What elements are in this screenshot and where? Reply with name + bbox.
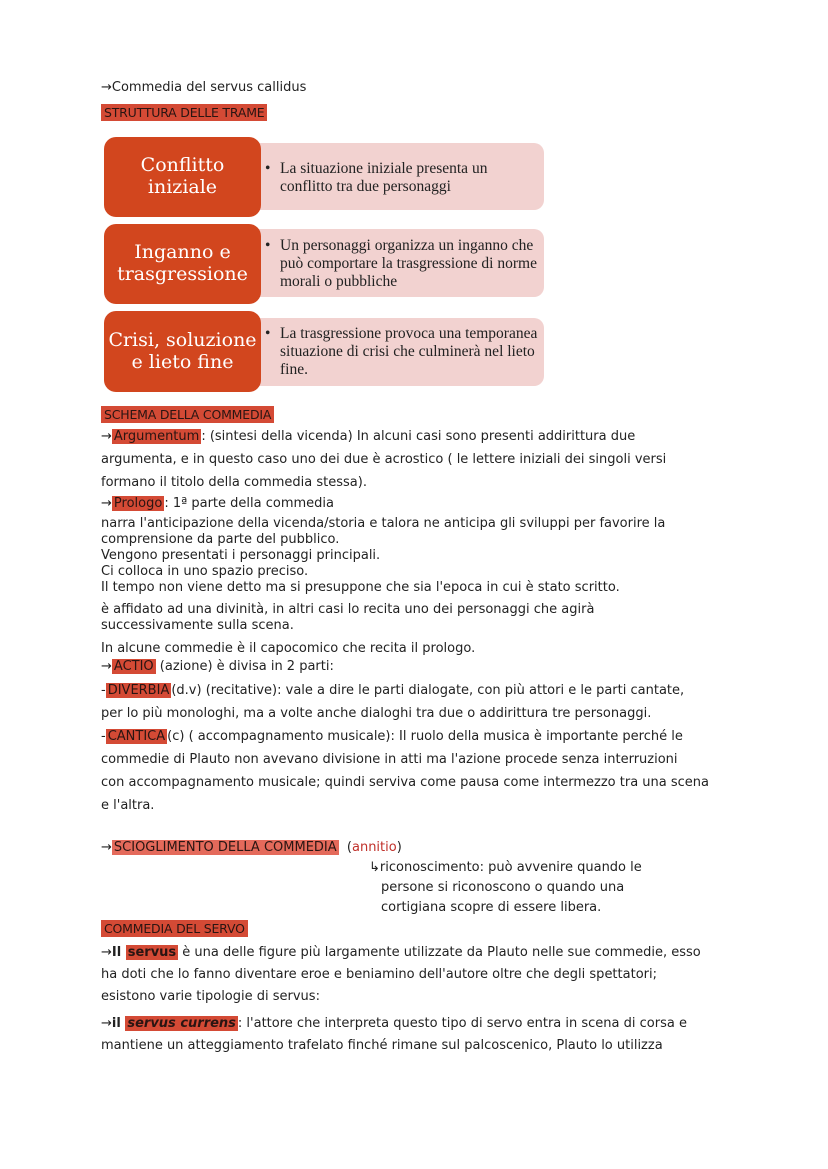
heading-servo: COMMEDIA DEL SERVO [101,920,248,937]
annitio-term: annitio [351,840,397,855]
scioglimento-sub-3: cortigiana scopre di essere libera. [381,900,602,915]
servus-line-1: →Il servus è una delle figure più largamente utilizzate da Plauto nelle sue commedie, esso [101,945,701,960]
heading-struttura: STRUTTURA DELLE TRAME [101,104,267,121]
cantica-line-3: con accompagnamento musicale; quindi serviva come pausa come intermezzo tra una scena [101,775,710,790]
diverbia-line-2: per lo più monologhi, ma a volte anche dialoghi tra due o addirittura tre personaggi. [101,706,652,721]
prologo-text-4: Ci colloca in uno spazio preciso. [101,564,309,579]
prologo-line-1: → Prologo : 1ª parte della commedia [101,496,334,511]
prologo-text-2: comprensione da parte del pubblico. [101,532,340,547]
smartart-row-3-title: Crisi, soluzione e lieto fine [104,311,261,392]
smartart-row-2-title: Inganno e trasgressione [104,224,261,304]
servus-currens-term: servus currens [127,1016,236,1031]
prologo-term: Prologo [113,496,163,511]
servus-currens-line-2: mantiene un atteggiamento trafelato finché rimane sul palcoscenico, Plauto lo utilizza [101,1038,663,1053]
servus-currens-line-1: →il servus currens : l'attore che interpreta questo tipo di servo entra in scena di corsa e [101,1016,687,1031]
argumentum-line-2: argumenta, e in questo caso uno dei due è acrostico ( le lettere iniziali dei singoli versi [101,452,667,467]
servus-line-2: ha doti che lo fanno diventare eroe e beniamino dell'autore oltre che degli spettatori; [101,967,657,982]
smartart-row-1-title: Conflitto iniziale [104,137,261,217]
top-note: →Commedia del servus callidus [101,80,307,95]
scioglimento-sub-1: ↳riconoscimento: può avvenire quando le [369,860,642,875]
cantica-term: CANTICA [107,729,166,744]
argumentum-line-3: formano il titolo della commedia stessa). [101,475,367,490]
prologo-text-3: Vengono presentati i personaggi principali. [101,548,381,563]
prologo-text-7: successivamente sulla scena. [101,618,294,633]
cantica-line-2: commedie di Plauto non avevano divisione in atti ma l'azione procede senza interruzioni [101,752,678,767]
scioglimento-term: SCIOGLIMENTO DELLA COMMEDIA [113,840,337,855]
prologo-text-6: è affidato ad una divinità, in altri casi lo recita uno dei personaggi che agirà [101,602,595,617]
prologo-text-5: Il tempo non viene detto ma si presuppone che sia l'epoca in cui è stato scritto. [101,580,620,595]
diverbia-line-1: - DIVERBIA (d.v) (recitative): vale a dire le parti dialogate, con più attori e le parti cantate, [101,683,685,698]
scioglimento-sub-2: persone si riconoscono o quando una [381,880,625,895]
heading-schema: SCHEMA DELLA COMMEDIA [101,406,274,423]
argumentum-line-1: → Argumentum : (sintesi della vicenda) In alcuni casi sono presenti addirittura due [101,429,636,444]
smartart-row-2-text: • Un personaggi organizza un inganno che può comportare la trasgressione di norme morali o pubbliche [265,237,537,290]
actio-term: ACTIO [113,659,154,674]
prologo-text-1: narra l'anticipazione della vicenda/storia e talora ne anticipa gli sviluppi per favorire la [101,516,666,531]
cantica-line-1: - CANTICA (c) ( accompagnamento musicale): Il ruolo della musica è importante perché le [101,729,683,744]
smartart-row-3-text: • La trasgressione provoca una temporanea situazione di crisi che culminerà nel lieto fine. [265,325,538,378]
actio-line: → ACTIO (azione) è divisa in 2 parti: [101,659,334,674]
prologo-text-8: In alcune commedie è il capocomico che recita il prologo. [101,641,476,656]
argumentum-term: Argumentum [113,429,200,444]
cantica-line-4: e l'altra. [101,798,155,813]
servus-line-3: esistono varie tipologie di servus: [101,989,320,1004]
servus-term: servus [127,945,177,960]
scioglimento-line: → SCIOGLIMENTO DELLA COMMEDIA (annitio) [101,840,402,855]
diverbia-term: DIVERBIA [107,683,170,698]
smartart-row-1-text: • La situazione iniziale presenta un conflitto tra due personaggi [265,160,488,195]
